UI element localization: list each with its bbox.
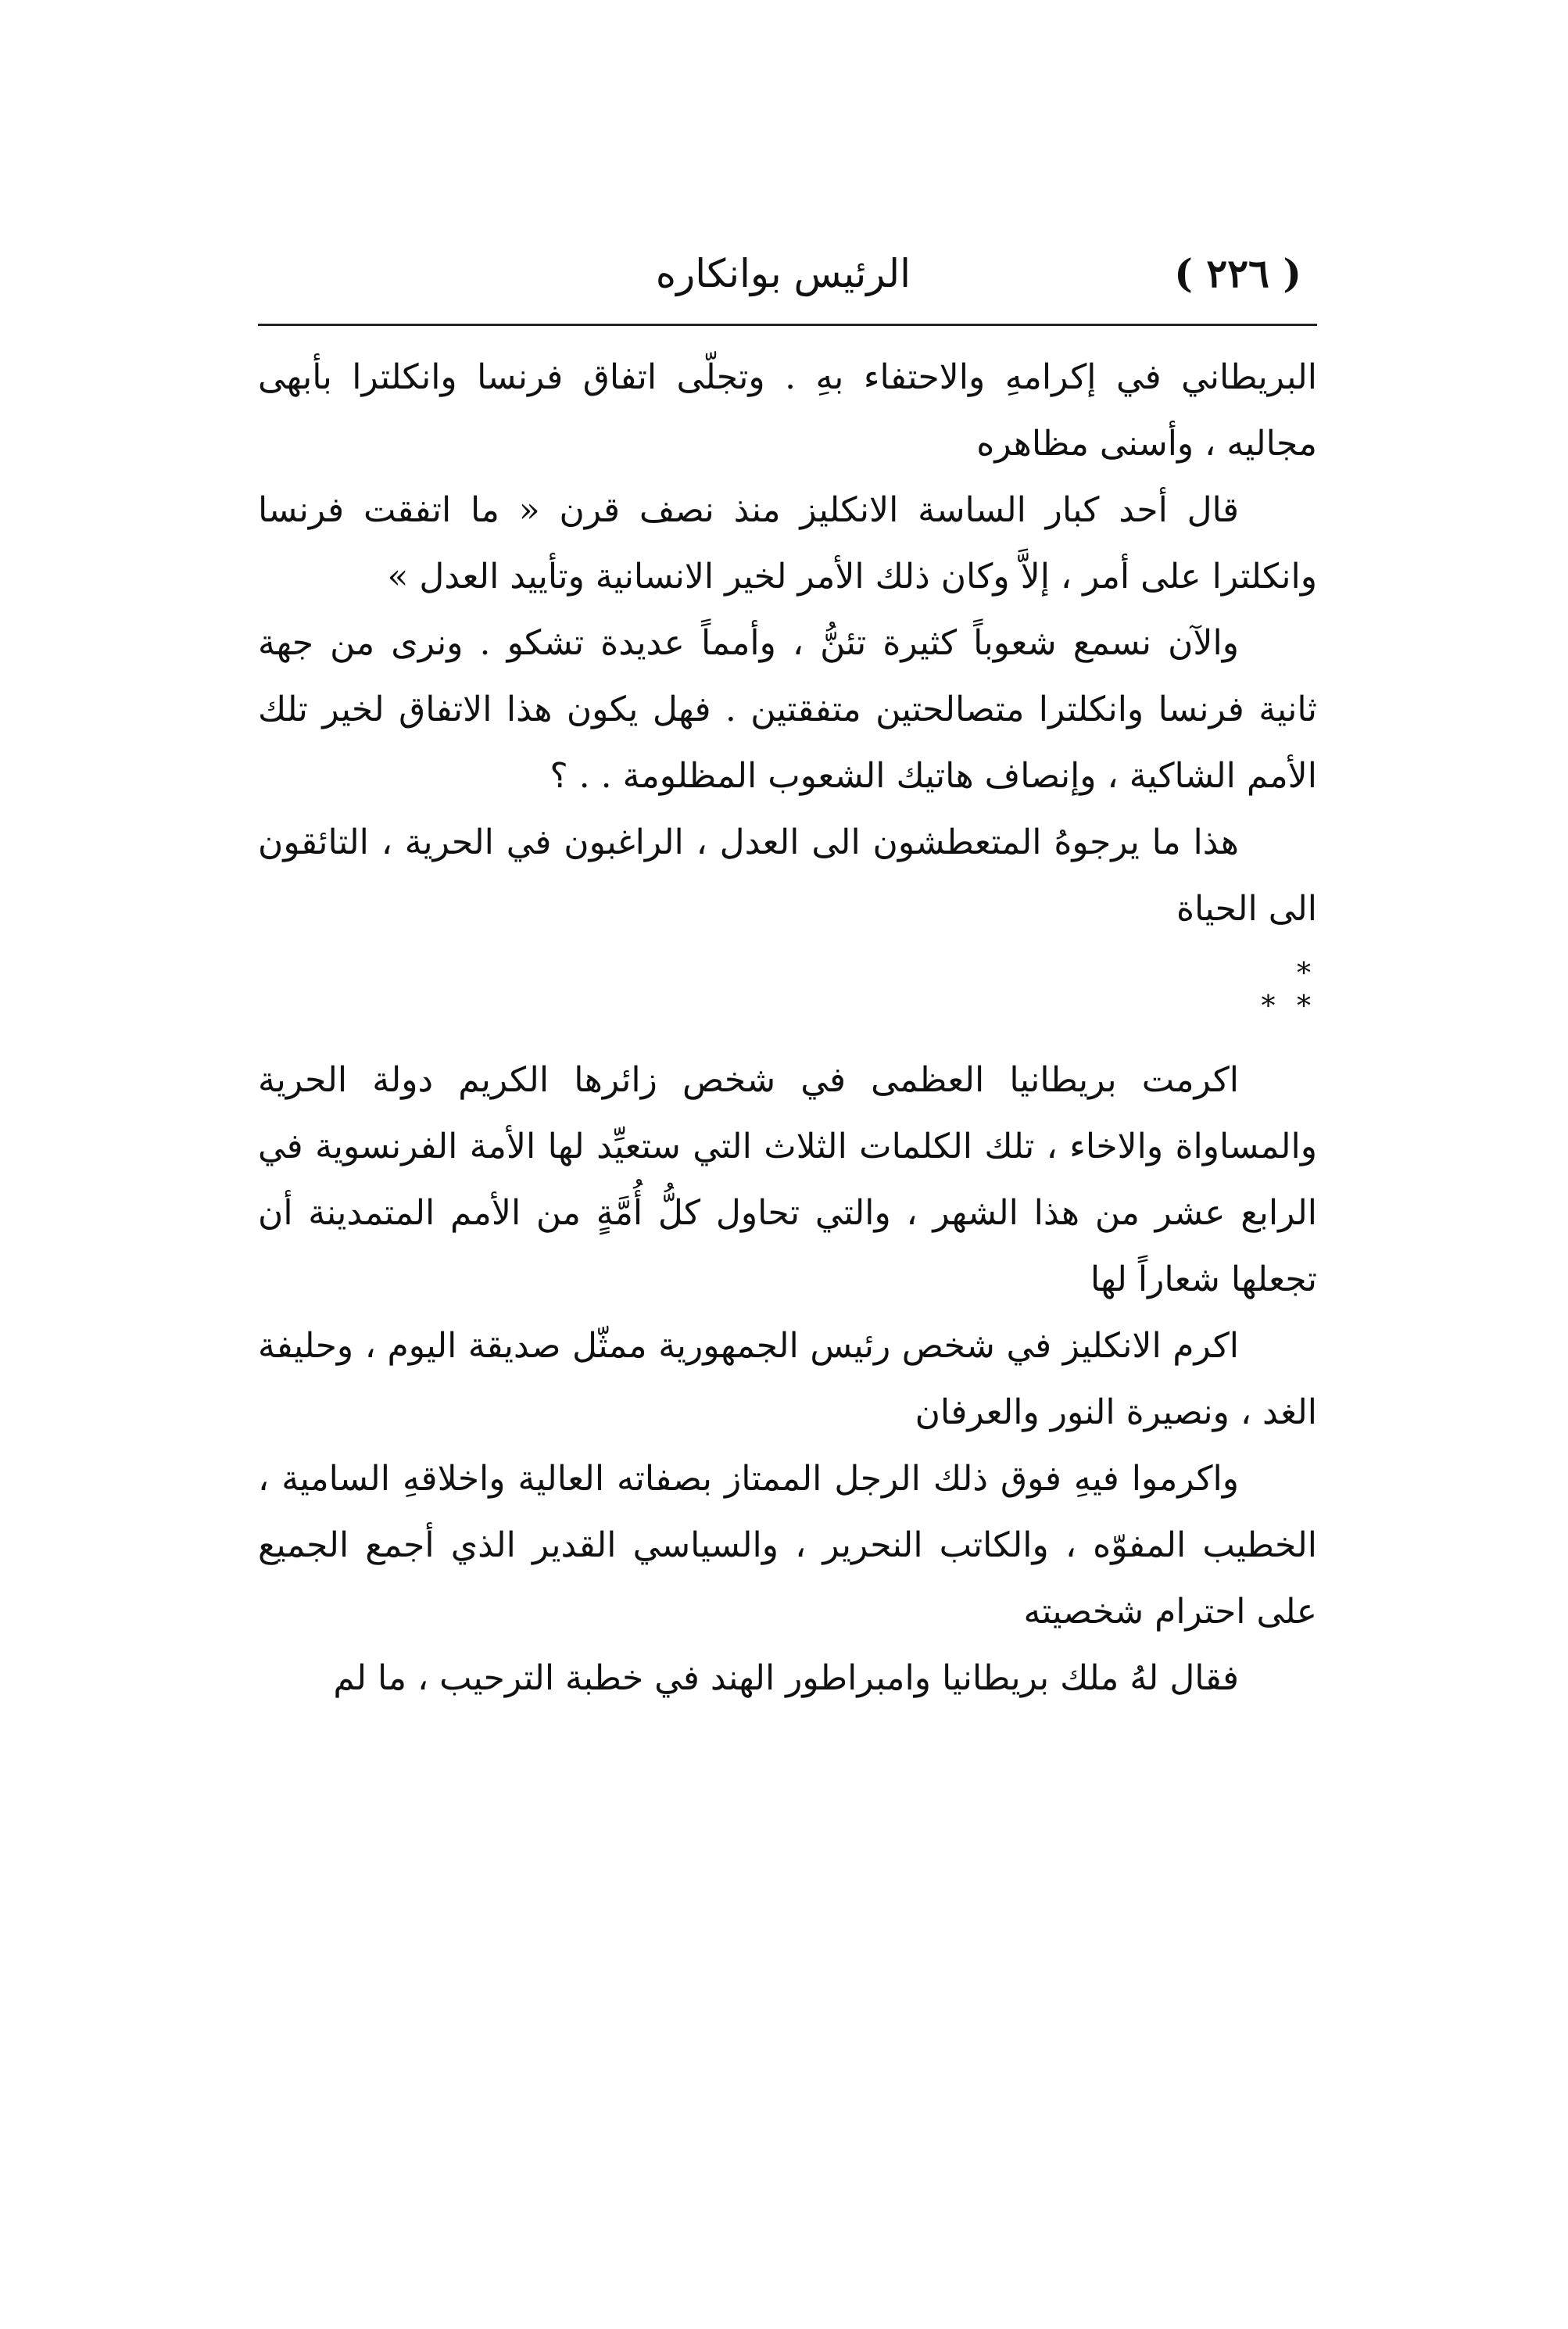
paragraph: والآن نسمع شعوباً كثيرة تئنُّ ، وأمماً عديدة تشكو . ونرى من جهة ثانية فرنسا وانكلترا متصالحتين متفقتين . فهل يكون هذا الاتفاق لخير تلك الأمم الشاكية ، وإنصاف هاتيك الشعوب المظلومة . . ؟ (258, 623, 1317, 796)
separator-bottom-stars: * * (1261, 991, 1317, 1023)
paragraph: البريطاني في إكرامهِ والاحتفاء بهِ . وتجلّى اتفاق فرنسا وانكلترا بأبهى مجاليه ، وأسنى مظاهره (258, 357, 1317, 464)
paragraph: فقال لهُ ملك بريطانيا وامبراطور الهند في خطبة الترحيب ، ما لم (333, 1658, 1239, 1698)
paragraph: اكرمت بريطانيا العظمى في شخص زائرها الكريم دولة الحرية والمساواة والاخاء ، تلك الكلمات الثلاث التي ستعيِّد لها الأمة الفرنسوية في الرابع عشر من هذا الشهر ، والتي تحاول كلُّ أُمَّةٍ من الأمم المتمدينة أن تجعلها شعاراً لها (258, 1060, 1317, 1299)
page-header (258, 235, 1317, 313)
running-title: الرئيس بوانكاره (655, 251, 911, 296)
paragraph: قال أحد كبار الساسة الانكليز منذ نصف قرن « ما اتفقت فرنسا وانكلترا على أمر ، إلاَّ وكان ذلك الأمر لخير الانسانية وتأييد العدل » (258, 490, 1317, 597)
body-text (258, 344, 1317, 1711)
separator-top-star: * (1297, 958, 1317, 990)
header-rule (258, 324, 1317, 326)
section-separator (258, 958, 1317, 1023)
paragraph: واكرموا فيهِ فوق ذلك الرجل الممتاز بصفاته العالية واخلاقهِ السامية ، الخطيب المفوّه ، والكاتب النحرير ، والسياسي القدير الذي أجمع الجميع على احترام شخصيته (258, 1459, 1317, 1632)
paragraph: اكرم الانكليز في شخص رئيس الجمهورية ممثّل صديقة اليوم ، وحليفة الغد ، ونصيرة النور والعرفان (258, 1326, 1317, 1432)
paragraph: هذا ما يرجوهُ المتعطشون الى العدل ، الراغبون في الحرية ، التائقون الى الحياة (258, 822, 1317, 929)
page-number: ( ٢٢٦ ) (1174, 250, 1301, 296)
